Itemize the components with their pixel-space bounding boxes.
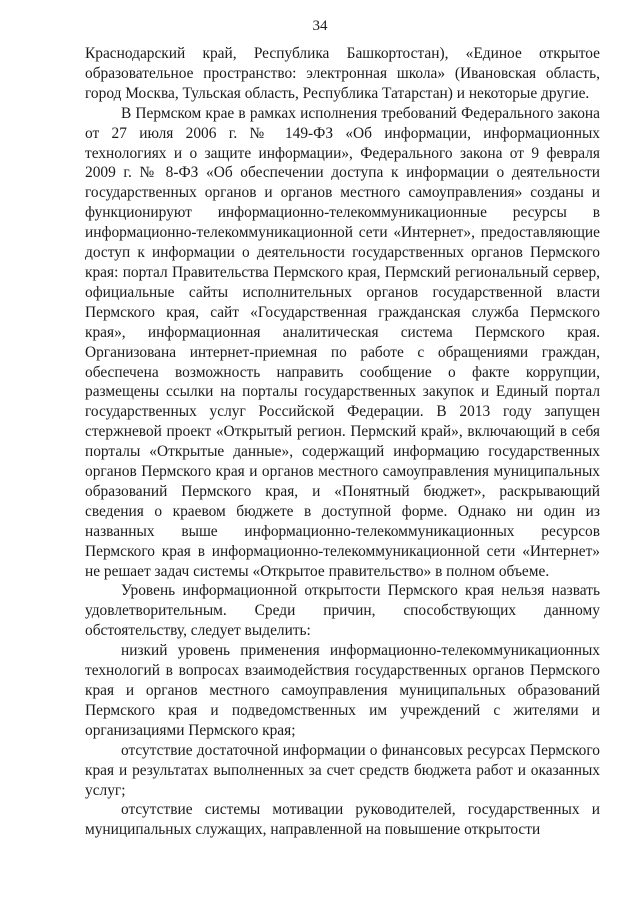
list-item-low-ict-usage: низкий уровень применения информационно-телекоммуникационных технологий в вопросах взаимодействия государственных органов Пермского края и органов местного самоуправления муниципальных образований Пермского края и подведомственных им учреждений с жителями и организациями Пермского края; <box>85 642 600 739</box>
list-item-motivation-system: отсутствие системы мотивации руководителей, государственных и муниципальных служащих, направленной на повышение открытости <box>85 801 600 839</box>
paragraph-regional-projects-continuation: Краснодарский край, Республика Башкортостан), «Единое открытое образовательное пространство: электронная школа» (Ивановская область, город Москва, Тульская область, Республика Татарстан) и некоторые другие. <box>85 45 600 102</box>
page-number: 34 <box>312 18 328 34</box>
body-text <box>85 44 600 840</box>
list-item-financial-information: отсутствие достаточной информации о финансовых ресурсах Пермского края и результатах выполненных за счет средств бюджета работ и оказанных услуг; <box>85 741 600 799</box>
paragraph-perm-information-resources: В Пермском крае в рамках исполнения требований Федерального закона от 27 июля 2006 г. № 149-ФЗ «Об информации, информационных технологиях и о защите информации», Федерального закона от 9 февраля 2009 г. № 8-ФЗ «Об обеспечении доступа к информации о деятельности государственных органов и органов местного самоуправления» созданы и функционируют информационно-телекоммуникационные ресурсы в информационно-телекоммуникационной сети «Интернет», предоставляющие доступ к информации о деятельности государственных органов Пермского края: портал Правительства Пермского края, Пермский региональный сервер, официальные сайты исполнительных органов государственной власти Пермского края, сайт «Государственная гражданская служба Пермского края», информационная аналитическая система Пермского края. Организована интернет-приемная по работе с обращениями граждан, обеспечена возможность направить сообщение о факте коррупции, размещены ссылки на порталы государственных закупок и Единый портал государственных услуг Российской Федерации. В 2013 году запущен стержневой проект «Открытый регион. Пермский край», включающий в себя порталы «Открытые данные», содержащий информацию государственных органов Пермского края и органов местного самоуправления муниципальных образований Пермского края, и «Понятный бюджет», раскрывающий сведения о краевом бюджете в доступной форме. Однако ни один из названных выше информационно-телекоммуникационных ресурсов Пермского края в информационно-телекоммуникационной сети «Интернет» не решает задач системы «Открытое правительство» в полном объеме. <box>85 104 600 580</box>
paragraph-openness-level: Уровень информационной открытости Пермского края нельзя назвать удовлетворительным. Среди причин, способствующих данному обстоятельству, следует выделить: <box>85 582 600 640</box>
